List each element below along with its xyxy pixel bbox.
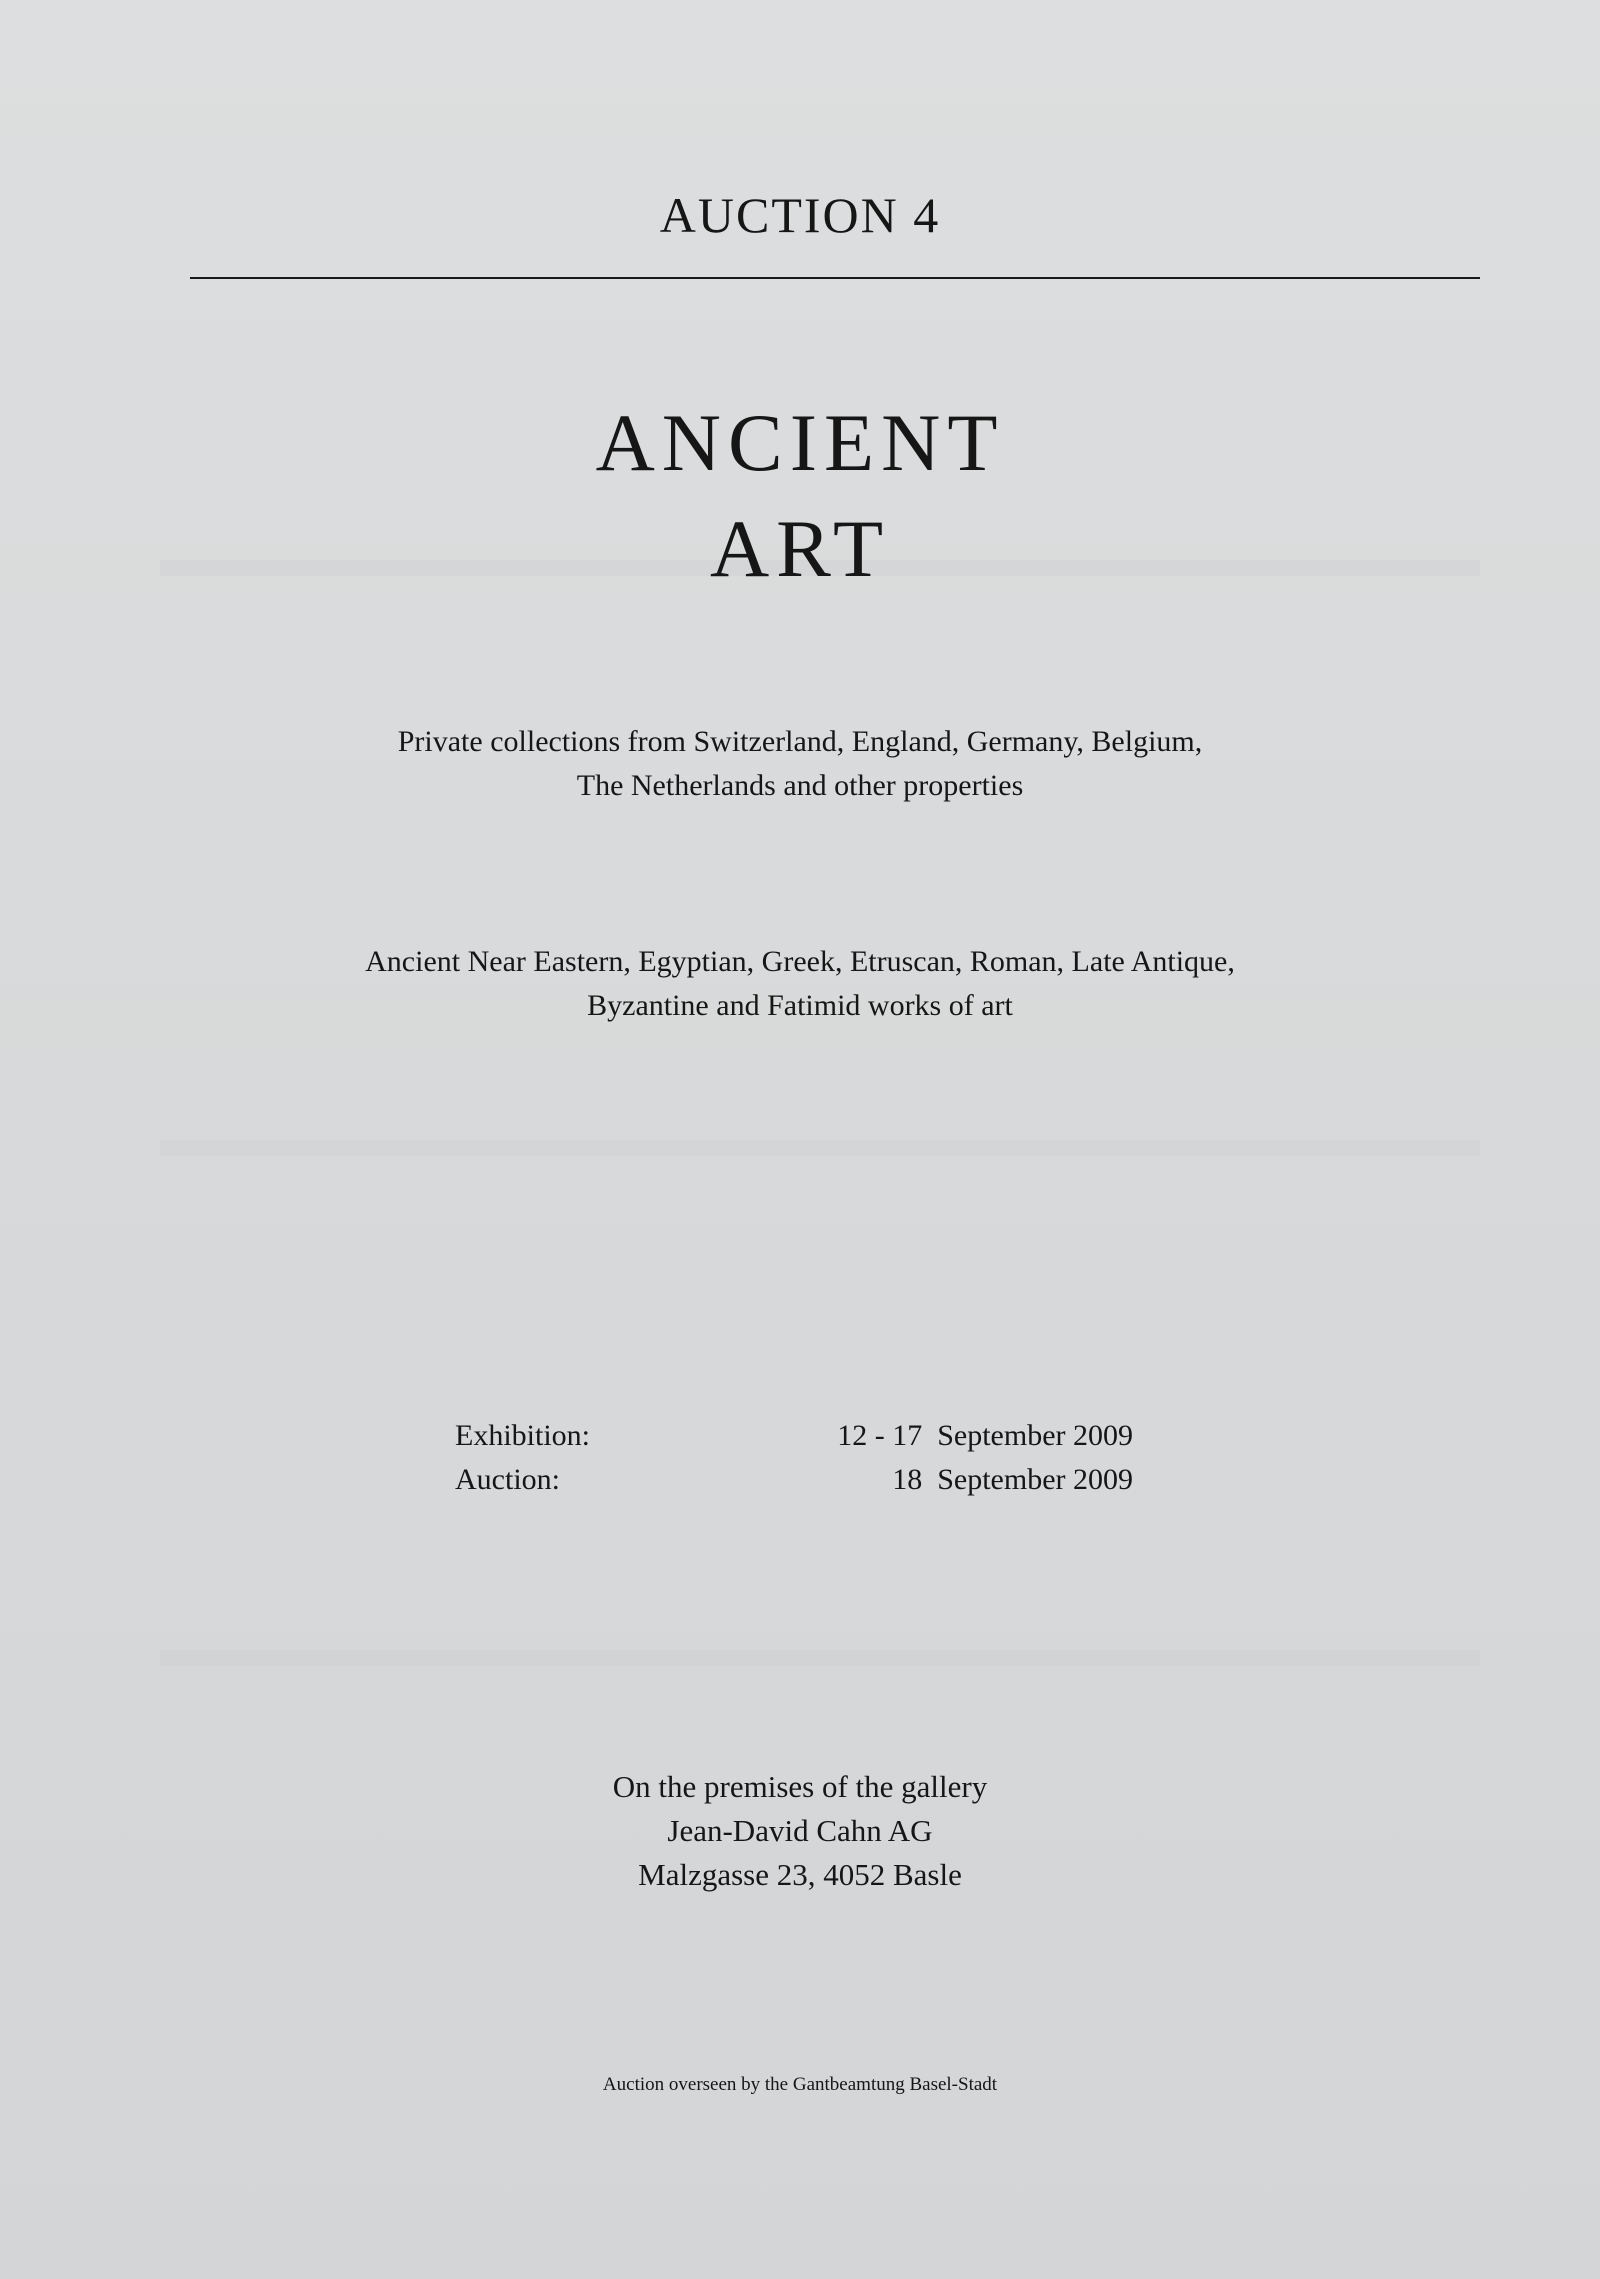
show-through-band — [160, 1650, 1480, 1666]
venue-gallery-name: Jean-David Cahn AG — [667, 1813, 933, 1848]
subtitle-line-2: The Netherlands and other properties — [576, 769, 1024, 802]
categories-description — [0, 940, 1600, 1028]
venue-address — [0, 1765, 1600, 1897]
exhibition-label: Exhibition: — [455, 1419, 590, 1452]
show-through-band — [160, 1140, 1480, 1156]
exhibition-dates: 12 - 17 September 2009 — [837, 1419, 1133, 1452]
title-divider — [190, 277, 1480, 279]
subtitle-line-1: Private collections from Switzerland, England, Germany, Belgium, — [397, 725, 1203, 758]
auction-label: Auction: — [455, 1463, 560, 1496]
venue-line-1: On the premises of the gallery — [612, 1769, 988, 1804]
categories-line-1: Ancient Near Eastern, Egyptian, Greek, Etruscan, Roman, Late Antique, — [365, 945, 1235, 978]
title-line-1: ANCIENT — [595, 397, 1005, 488]
collections-subtitle — [0, 720, 1600, 808]
page-title — [0, 390, 1600, 602]
auction-date: 18 September 2009 — [892, 1463, 1133, 1496]
title-line-2: ART — [709, 503, 891, 594]
venue-street-address: Malzgasse 23, 4052 Basle — [638, 1857, 962, 1892]
categories-line-2: Byzantine and Fatimid works of art — [587, 989, 1013, 1022]
auction-number: AUCTION 4 — [659, 187, 941, 243]
overseer-note: Auction overseen by the Gantbeamtung Basel-Stadt — [602, 2074, 998, 2095]
